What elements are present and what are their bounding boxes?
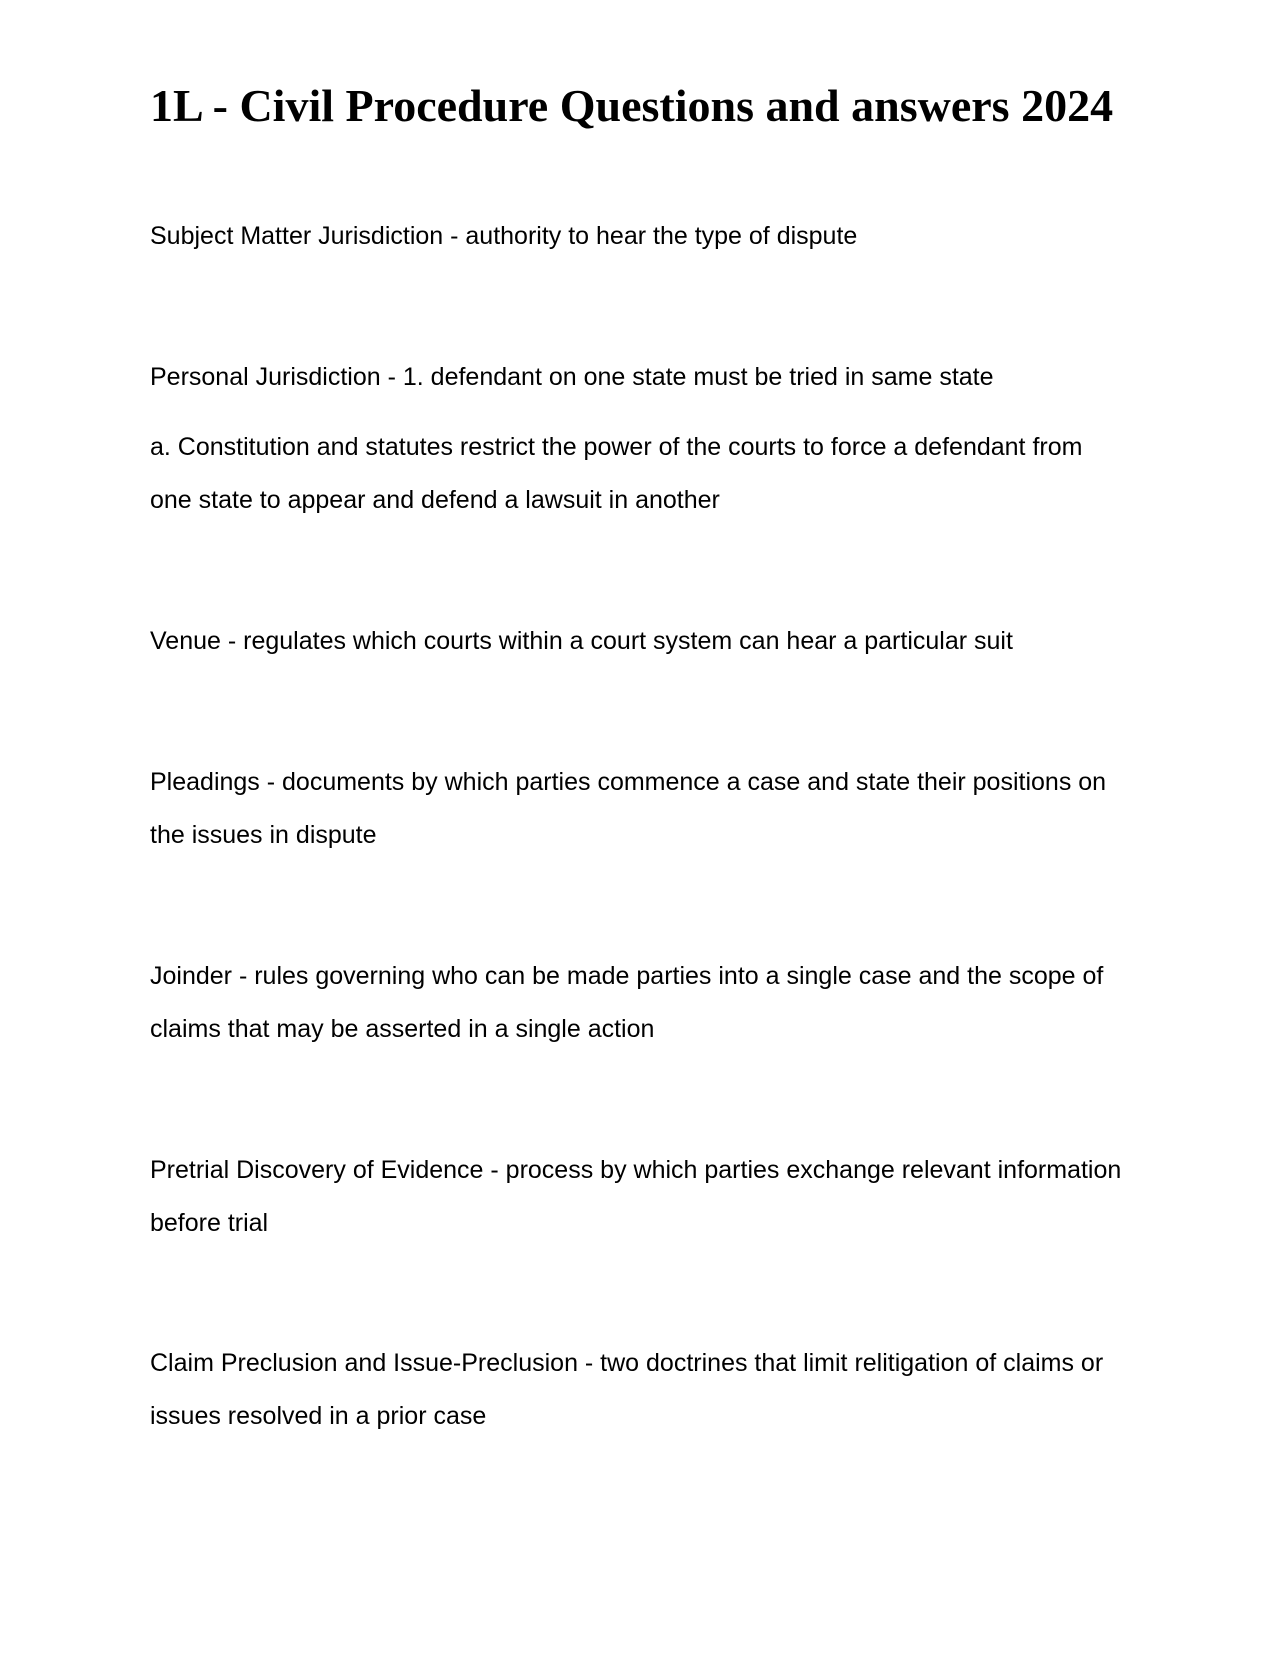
document-title: 1L - Civil Procedure Questions and answers 2024 — [150, 80, 1114, 131]
entry-personal-jurisdiction: Personal Jurisdiction - 1. defendant on one state must be tried in same state — [150, 363, 994, 391]
entry-joinder: Joinder - rules governing who can be made parties into a single case and the scope of claims that may be asserted in a single action — [150, 962, 1104, 1043]
entry-subject-matter-jurisdiction: Subject Matter Jurisdiction - authority to hear the type of dispute — [150, 222, 858, 250]
entry-pleadings: Pleadings - documents by which parties commence a case and state their positions on the issues in dispute — [150, 768, 1107, 849]
entry-claim-issue-preclusion: Claim Preclusion and Issue-Preclusion - two doctrines that limit relitigation of claims or issues resolved in a prior case — [150, 1349, 1104, 1430]
entry-venue: Venue - regulates which courts within a court system can hear a particular suit — [150, 627, 1013, 655]
entry-pretrial-discovery: Pretrial Discovery of Evidence - process by which parties exchange relevant information before trial — [150, 1156, 1122, 1237]
entry-personal-jurisdiction-detail: a. Constitution and statutes restrict the power of the courts to force a defendant from one state to appear and defend a lawsuit in another — [150, 433, 1083, 514]
